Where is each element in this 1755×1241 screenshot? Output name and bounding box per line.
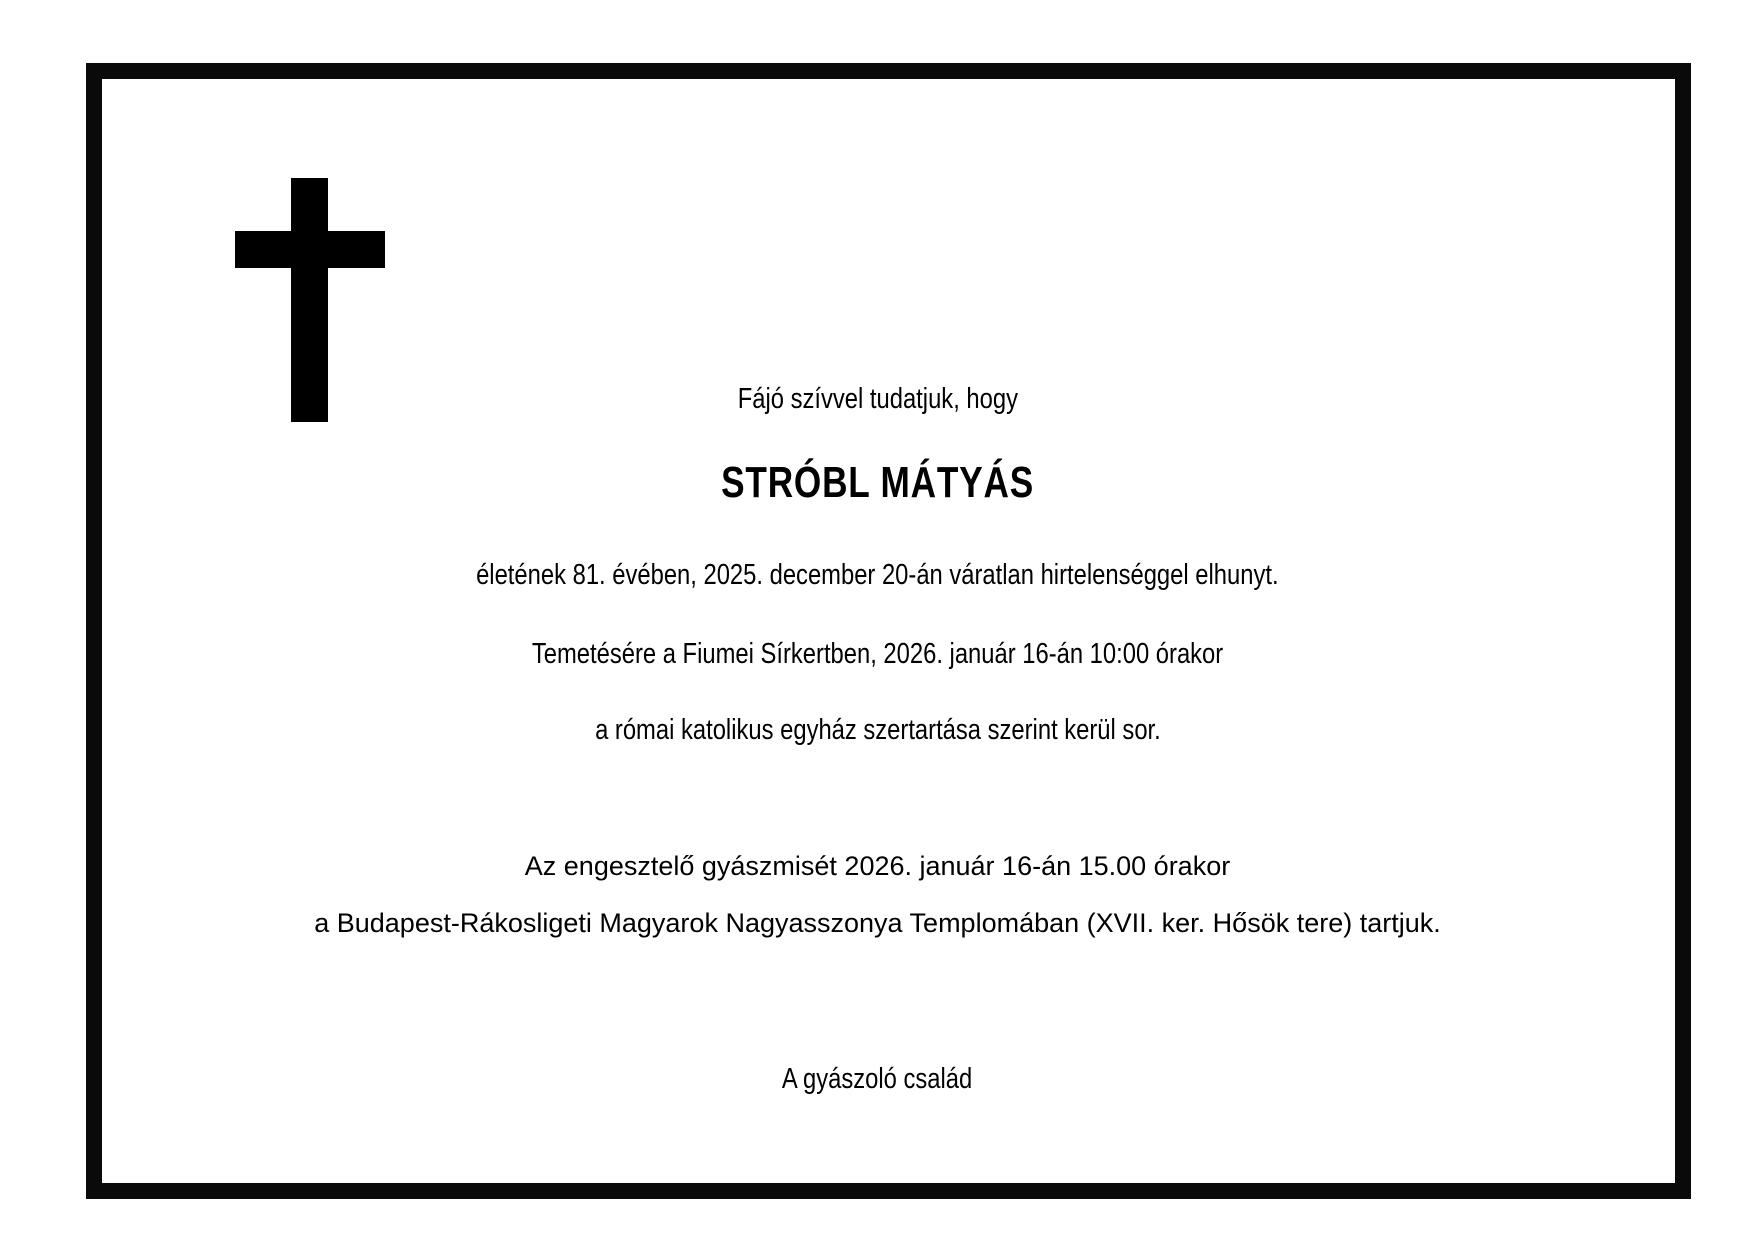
cross-horizontal-bar (235, 231, 385, 268)
memorial-mass-text-2: a Budapest-Rákosligeti Magyarok Nagyasszonya Templomában (XVII. ker. Hősök tere) tartjuk. (314, 908, 1441, 938)
memorial-mass-line-2 (0, 909, 1755, 939)
intro-text: Fájó szívvel tudatjuk, hogy (737, 383, 1018, 415)
death-announcement-text: életének 81. évében, 2025. december 20-án váratlan hirtelenséggel elhunyt. (476, 559, 1279, 591)
death-announcement-line (0, 560, 1755, 592)
funeral-details-line-2 (0, 715, 1755, 747)
deceased-name (0, 459, 1755, 507)
memorial-mass-line-1 (0, 852, 1755, 882)
funeral-details-line-1 (0, 639, 1755, 671)
funeral-details-text-1: Temetésére a Fiumei Sírkertben, 2026. január 16-án 10:00 órakor (531, 638, 1224, 670)
closing-line (0, 1064, 1755, 1096)
deceased-name-text: STRÓBL MÁTYÁS (721, 458, 1034, 507)
memorial-mass-text-1: Az engesztelő gyászmisét 2026. január 16-án 15.00 órakor (524, 851, 1231, 881)
closing-text: A gyászoló család (782, 1063, 973, 1095)
intro-line (0, 384, 1755, 416)
funeral-details-text-2: a római katolikus egyház szertartása szerint kerül sor. (594, 714, 1161, 746)
